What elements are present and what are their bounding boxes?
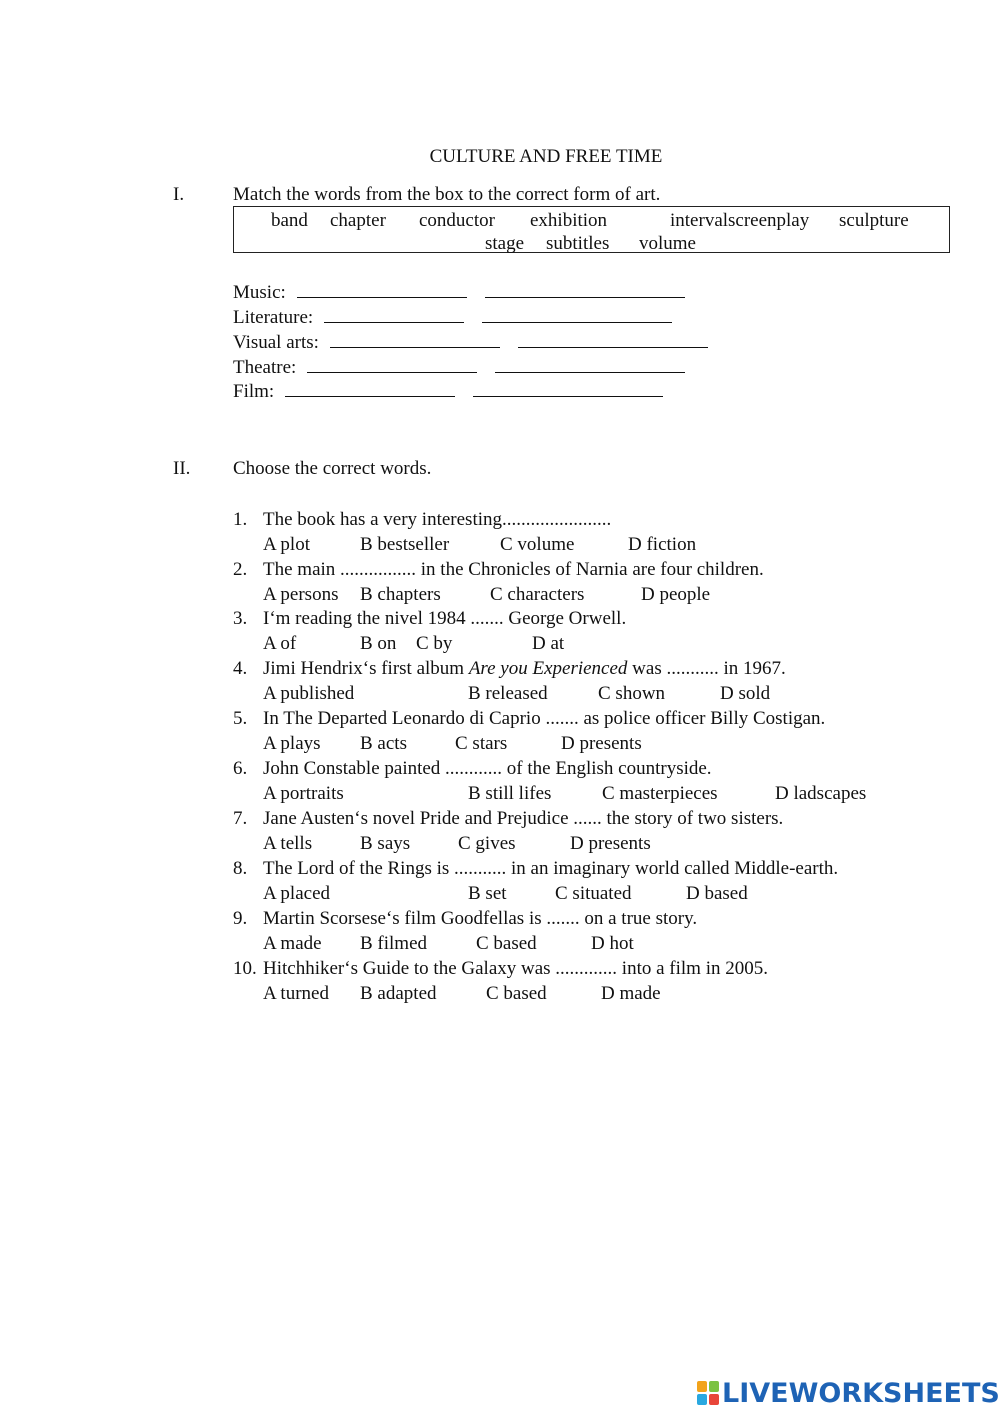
section-2-numeral: II. [173,458,191,479]
word-box-word: volume [639,233,696,254]
answer-option-d[interactable]: D based [686,883,748,904]
answer-option-d[interactable]: D made [601,983,661,1004]
category-label: Theatre: [233,357,297,378]
question-number: 6. [233,758,248,779]
answer-option-a[interactable]: A portraits [263,783,344,804]
answer-blank[interactable] [324,308,464,323]
liveworksheets-logo-icon [697,1381,719,1405]
question-number: 7. [233,808,248,829]
question-number: 1. [233,509,248,530]
answer-option-b[interactable]: B set [468,883,507,904]
word-box-word: band [271,210,308,231]
page-title: CULTURE AND FREE TIME [429,146,663,167]
answer-blank[interactable] [297,283,467,298]
answer-option-a[interactable]: A published [263,683,355,704]
word-box-word: interval [670,210,729,231]
answer-option-c[interactable]: C situated [555,883,632,904]
answer-option-b[interactable]: B chapters [360,584,441,605]
answer-option-b[interactable]: B adapted [360,983,437,1004]
category-label: Visual arts: [233,332,319,353]
answer-blank[interactable] [473,382,663,397]
logo-text: LIVEWORKSHEETS [722,1377,1000,1409]
question-text [263,659,786,678]
section-2-instruction: Choose the correct words. [233,458,432,479]
answer-option-b[interactable]: B still lifes [468,783,552,804]
answer-option-c[interactable]: C volume [500,534,575,555]
answer-option-c[interactable]: C by [416,633,453,654]
answer-option-c[interactable]: C gives [458,833,516,854]
answer-option-d[interactable]: D at [532,633,565,654]
answer-option-c[interactable]: C based [486,983,547,1004]
liveworksheets-logo[interactable] [697,1378,1000,1408]
question-number: 10. [233,958,257,979]
question-text: John Constable painted ............ of the English countryside. [263,758,712,779]
word-box-word: sculpture [839,210,909,231]
category-label: Film: [233,381,275,402]
answer-option-a[interactable]: A made [263,933,322,954]
answer-option-d[interactable]: D hot [591,933,634,954]
answer-option-d[interactable]: D sold [720,683,771,704]
word-box-word: exhibition [530,210,608,231]
word-box-row-2 [234,234,949,254]
question-text: The book has a very interesting....................... [263,509,612,530]
album-title: Are you Experienced [468,658,628,679]
question-number: 3. [233,608,248,629]
category-label: Literature: [233,307,314,328]
answer-option-b[interactable]: B filmed [360,933,428,954]
answer-option-b[interactable]: B bestseller [360,534,450,555]
category-film [233,382,681,401]
answer-option-a[interactable]: A tells [263,833,313,854]
answer-blank[interactable] [330,333,500,348]
question-text: I‘m reading the nivel 1984 ....... George Orwell. [263,608,627,629]
question-number: 9. [233,908,248,929]
word-box-word: conductor [419,210,495,231]
answer-option-a[interactable]: A of [263,633,297,654]
category-visual-arts [233,333,726,352]
answer-option-a[interactable]: A placed [263,883,331,904]
answer-option-b[interactable]: B acts [360,733,407,754]
question-number: 4. [233,658,248,679]
question-text: In The Departed Leonardo di Caprio ....... as police officer Billy Costigan. [263,708,826,729]
word-box [233,206,950,253]
answer-blank[interactable] [482,308,672,323]
answer-option-c[interactable]: C shown [598,683,666,704]
question-text: The main ................ in the Chronicles of Narnia are four children. [263,559,764,580]
answer-option-b[interactable]: B on [360,633,397,654]
question-text: Hitchhiker‘s Guide to the Galaxy was ............. into a film in 2005. [263,958,768,979]
question-number: 2. [233,559,248,580]
category-theatre [233,358,703,377]
answer-option-d[interactable]: D fiction [628,534,697,555]
word-box-word: chapter [330,210,386,231]
category-label: Music: [233,282,286,303]
section-1-instruction: Match the words from the box to the correct form of art. [233,184,661,205]
answer-option-c[interactable]: C stars [455,733,508,754]
category-literature [233,308,690,327]
answer-option-d[interactable]: D presents [570,833,651,854]
word-box-word: subtitles [546,233,610,254]
answer-option-a[interactable]: A persons [263,584,339,605]
answer-option-a[interactable]: A plays [263,733,321,754]
question-text: Martin Scorsese‘s film Goodfellas is ....... on a true story. [263,908,698,929]
word-box-word: screenplay [728,210,810,231]
answer-option-b[interactable]: B released [468,683,548,704]
answer-option-d[interactable]: D ladscapes [775,783,867,804]
answer-blank[interactable] [307,358,477,373]
word-box-word: stage [485,233,525,254]
answer-option-a[interactable]: A turned [263,983,329,1004]
question-text-part: was ........... in 1967. [627,658,786,679]
answer-blank[interactable] [485,283,685,298]
answer-option-c[interactable]: C characters [490,584,585,605]
answer-option-b[interactable]: B says [360,833,411,854]
answer-blank[interactable] [518,333,708,348]
question-text: The Lord of the Rings is ........... in an imaginary world called Middle-earth. [263,858,839,879]
category-music [233,283,703,302]
word-box-row-1 [234,211,949,231]
section-1-numeral: I. [173,184,185,205]
question-text: Jane Austen‘s novel Pride and Prejudice ...... the story of two sisters. [263,808,784,829]
question-text-part: Jimi Hendrix‘s first album [263,658,469,679]
question-number: 5. [233,708,248,729]
question-number: 8. [233,858,248,879]
answer-option-c[interactable]: C based [476,933,537,954]
answer-option-d[interactable]: D people [641,584,711,605]
answer-option-d[interactable]: D presents [561,733,642,754]
answer-blank[interactable] [285,382,455,397]
answer-option-c[interactable]: C masterpieces [602,783,718,804]
answer-blank[interactable] [495,358,685,373]
answer-option-a[interactable]: A plot [263,534,310,555]
